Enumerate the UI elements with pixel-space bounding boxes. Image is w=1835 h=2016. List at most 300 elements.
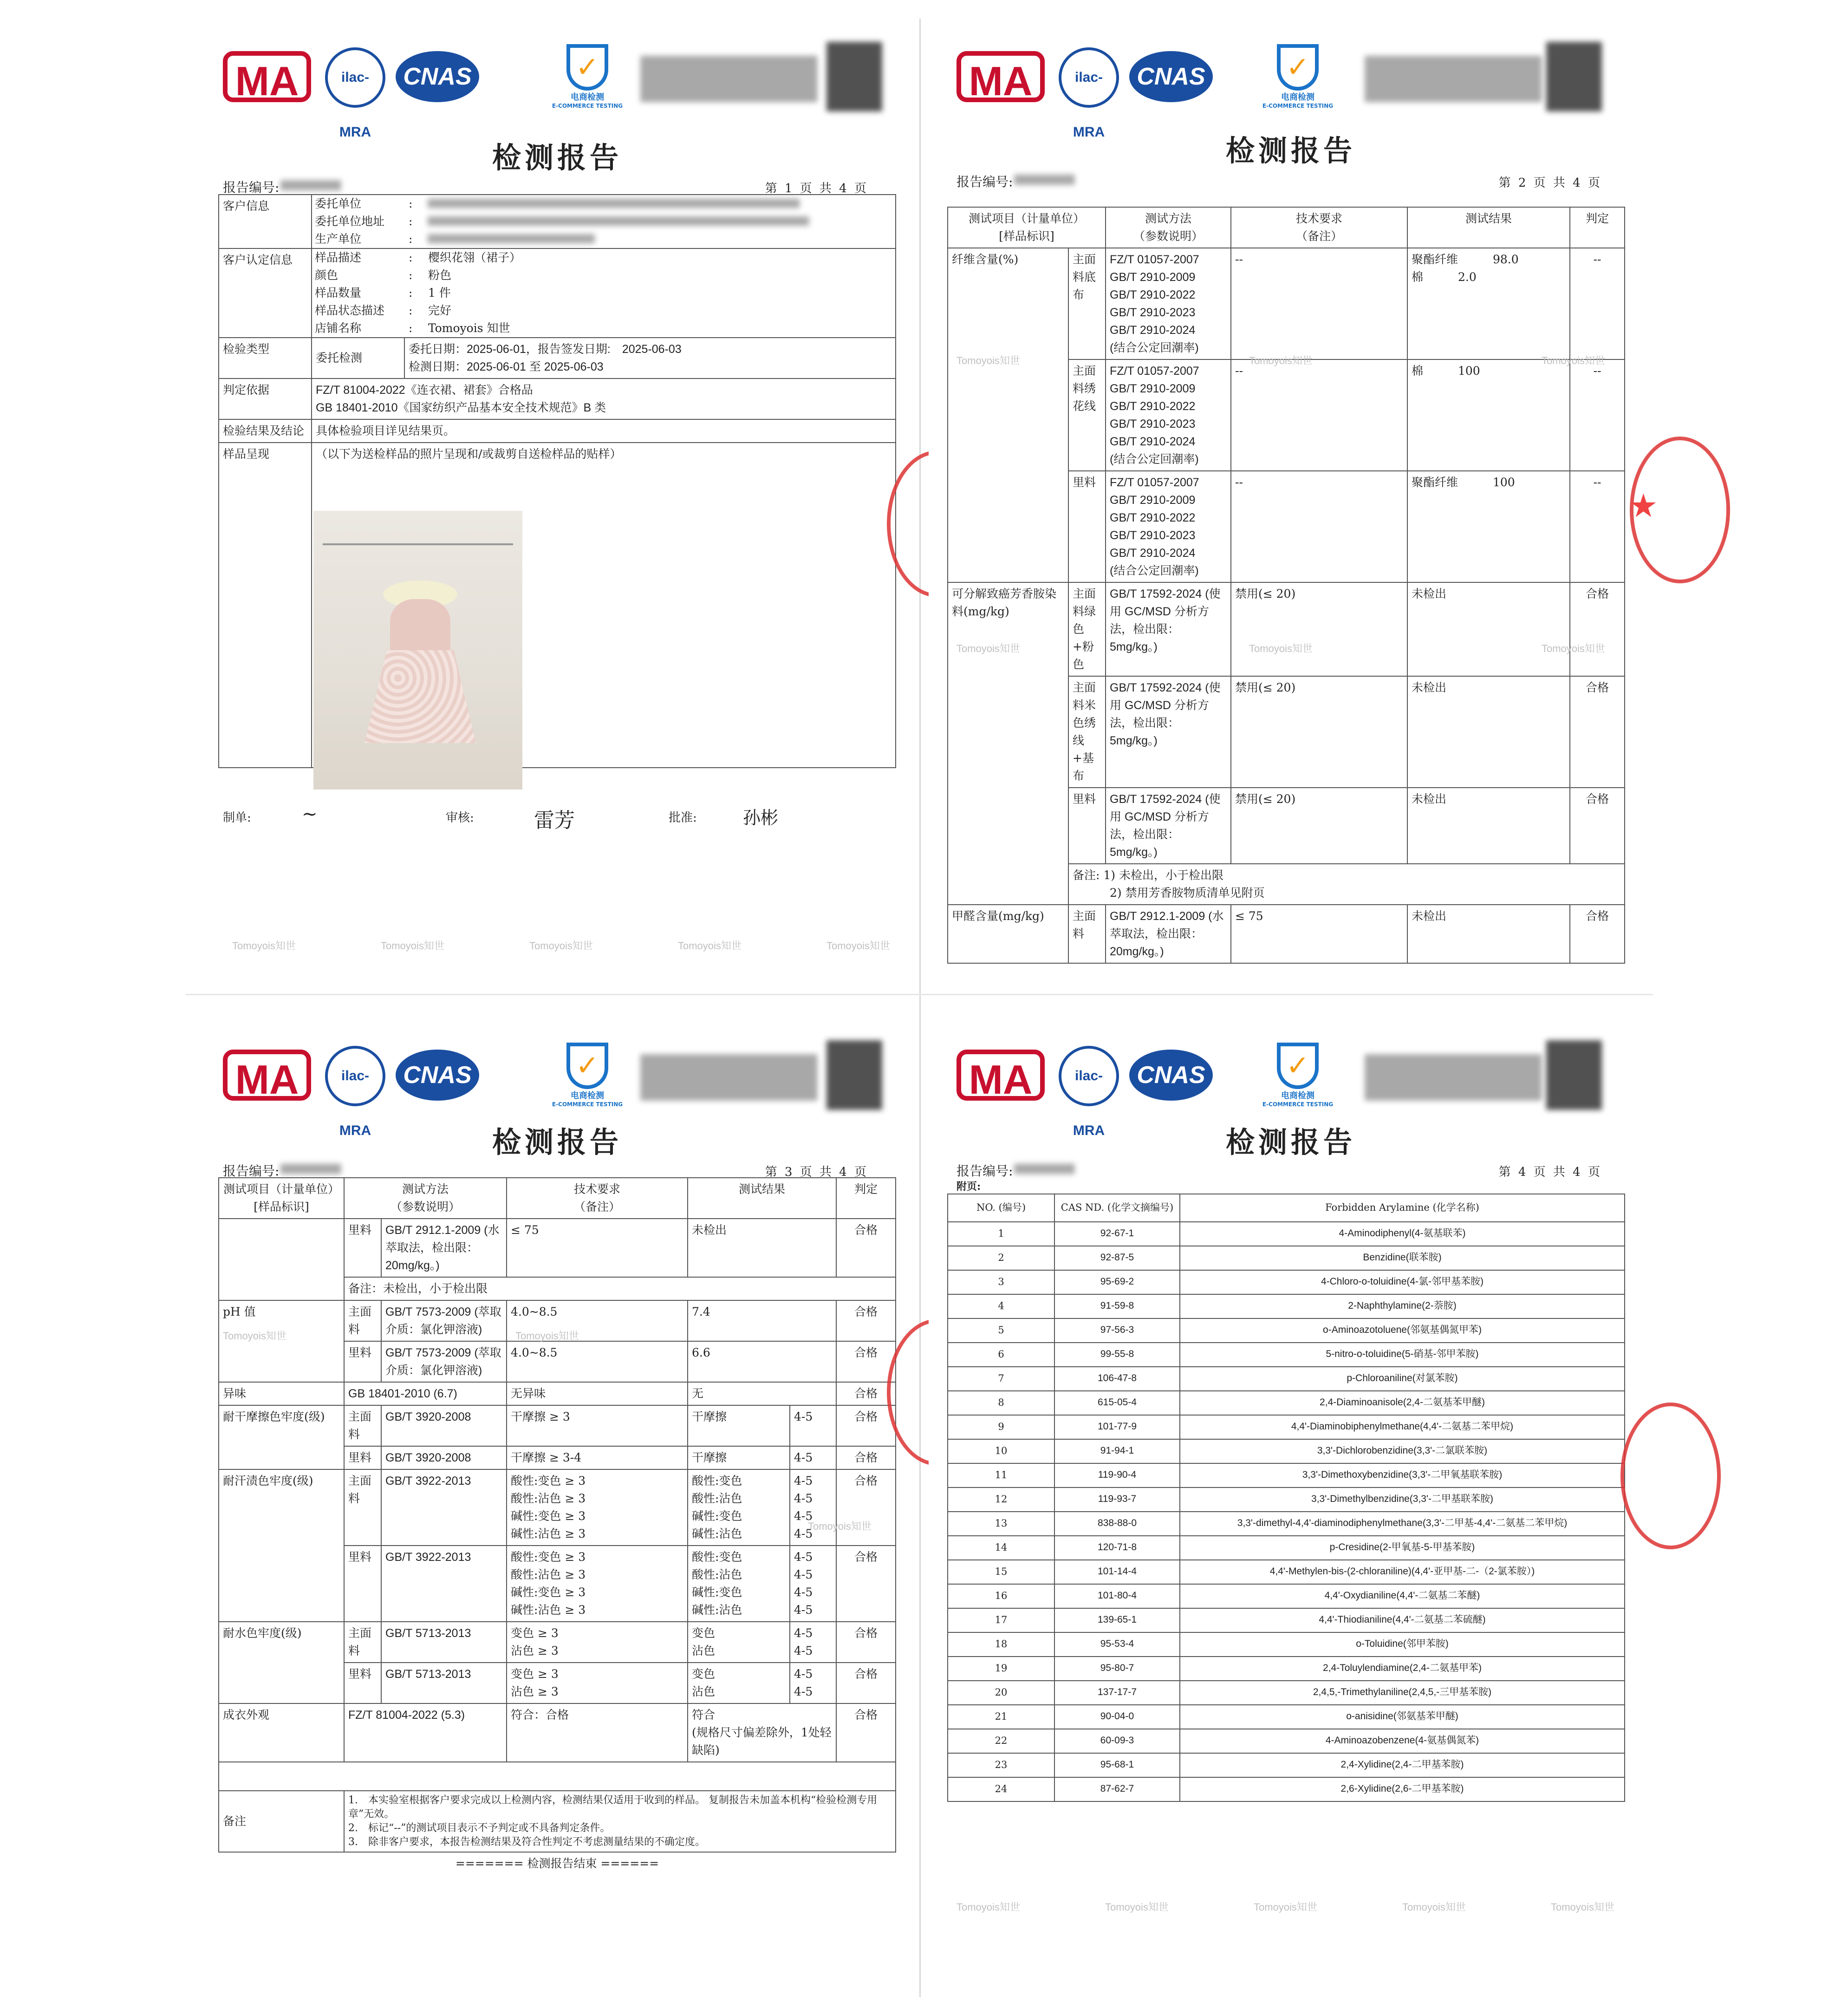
cas-number: 137-17-7 — [1054, 1681, 1180, 1705]
arylamine-name: 4,4'-Methylen-bis-(2-chloraniline)(4,4'-亚甲基-二-（2-氯苯胺）) — [1180, 1560, 1625, 1584]
note-line: 备注: 1) 未检出，小于检出限 — [1073, 868, 1223, 882]
remark-line: 2. 标记“--”的测试项目表示不予判定或不具备判定条件。 — [348, 1822, 611, 1834]
test-item-label: 可分解致癌芳香胺染料(mg/kg) — [948, 582, 1068, 905]
arylamine-name: 4-Aminodiphenyl(4-氨基联苯) — [1180, 1222, 1625, 1246]
report-info-table: 客户信息 委托单位 : 委托单位地址 : 生产单位 : 客户认定信息 样品描述 : 樱织花翎（裙子） 颜色 : 粉色 样品数量 : 1 件 样品状态描述 : 完好 店铺名称 : Tomoyois 知世 检验类型 委托检测 委托日期：2025-06-01，报告签发日期: 2025-06-03 检测日期：2025-06-01 至 2025-06-03 判定依据 FZ/T 81004-2022《连衣裙、裙套》合格品 GB 18401-2010《国家纺织产品基本安全技术规范》B 类 检验结果及结论 具体检验项目详见结果页。 样品呈现 （以下为送检样品的照片呈现和/或裁剪自送检样品的贴样） — [218, 194, 896, 768]
watermark: Tomoyois知世 — [1402, 1901, 1466, 1913]
redacted-report-number — [281, 1164, 341, 1174]
test-method: GB/T 17592-2024 (使用 GC/MSD 分析方法，检出限：5mg/kg。) — [1106, 676, 1231, 788]
redacted-logo — [1365, 56, 1542, 102]
row-number: 6 — [948, 1343, 1054, 1367]
test-item-label: 纤维含量(%) — [948, 248, 1068, 582]
watermark: Tomoyois知世 — [1542, 355, 1605, 366]
client-info-label: 客户信息 — [219, 195, 312, 248]
table-row — [948, 1488, 1625, 1512]
report-number-label: 报告编号: — [957, 1163, 1013, 1179]
ecommerce-testing-logo: ✓ 电商检测 E-COMMERCE TESTING — [548, 1043, 627, 1112]
ilac-mra-logo: ilac-MRA — [325, 47, 385, 108]
ecommerce-testing-logo: ✓ 电商检测 E-COMMERCE TESTING — [1258, 44, 1337, 114]
watermark: Tomoyois知世 — [381, 940, 444, 952]
test-result: 棉 100 — [1407, 359, 1570, 471]
dates-line-1: 委托日期：2025-06-01，报告签发日期: 2025-06-03 — [409, 343, 682, 356]
row-number: 21 — [948, 1705, 1054, 1729]
end-row — [219, 1852, 896, 1875]
test-result: 未检出 — [688, 1219, 836, 1277]
watermark: Tomoyois知世 — [1254, 1901, 1317, 1913]
sample-dress-photo — [313, 511, 522, 789]
row-number: 2 — [948, 1246, 1054, 1270]
certification-logos — [957, 37, 1625, 140]
test-grade: 4-5 — [790, 1405, 836, 1446]
cas-number: 60-09-3 — [1054, 1729, 1180, 1753]
test-item-label: 耐汗渍色牢度(级) — [219, 1469, 344, 1622]
sample-photo-note: （以下为送检样品的照片呈现和/或裁剪自送检样品的贴样） — [312, 443, 896, 768]
column-header: 测试方法 （参数说明） — [344, 1178, 507, 1219]
table-header-row — [219, 1178, 896, 1219]
cas-number: 139-65-1 — [1054, 1608, 1180, 1632]
verdict: 合格 — [836, 1469, 896, 1546]
report-page-3 — [195, 1017, 919, 1974]
technical-requirement: 酸性:变色 ≥ 3 酸性:沾色 ≥ 3 碱性:变色 ≥ 3 碱性:沾色 ≥ 3 — [507, 1546, 688, 1622]
test-item-label: 耐干摩擦色牢度(级) — [219, 1405, 344, 1469]
column-header: NO. (编号) — [948, 1194, 1054, 1222]
cas-number: 120-71-8 — [1054, 1536, 1180, 1560]
test-method: GB/T 7573-2009 (萃取介质：氯化钾溶液) — [381, 1341, 507, 1382]
verdict: -- — [1570, 471, 1625, 582]
arylamine-name: p-Cresidine(2-甲氧基-5-甲基苯胺) — [1180, 1536, 1625, 1560]
table-row — [948, 1294, 1625, 1318]
verdict: 合格 — [836, 1382, 896, 1405]
page-number: 第 2 页 共 4 页 — [1498, 176, 1602, 190]
redacted-producer — [428, 234, 595, 243]
watermark: Tomoyois知世 — [232, 940, 296, 952]
prepared-by-label: 制单: — [223, 811, 251, 825]
shield-check-icon: ✓ — [566, 44, 608, 91]
test-result: 酸性:变色 酸性:沾色 碱性:变色 碱性:沾色 — [688, 1546, 790, 1622]
arylamine-name: o-anisidine(邻氨基苯甲醚) — [1180, 1705, 1625, 1729]
hanger-rod — [323, 543, 513, 545]
cas-number: 101-80-4 — [1054, 1584, 1180, 1608]
column-header: 判定 — [836, 1178, 896, 1219]
technical-requirement: 禁用(≤ 20) — [1231, 582, 1407, 676]
redacted-logo — [641, 1054, 817, 1101]
table-row — [948, 248, 1625, 359]
ilac-mra-logo: ilac-MRA — [1059, 47, 1119, 108]
forbidden-arylamine-table — [947, 1194, 1625, 1802]
column-header: 测试结果 — [688, 1178, 836, 1219]
column-header: Forbidden Arylamine (化学名称) — [1180, 1194, 1625, 1222]
report-number-label: 报告编号: — [957, 174, 1013, 189]
sample-part: 里料 — [344, 1341, 381, 1382]
redacted-report-number — [1015, 175, 1075, 185]
column-header: 技术要求 （备注） — [1231, 207, 1407, 248]
verdict: 合格 — [836, 1622, 896, 1663]
technical-requirement: 酸性:变色 ≥ 3 酸性:沾色 ≥ 3 碱性:变色 ≥ 3 碱性:沾色 ≥ 3 — [507, 1469, 688, 1546]
cnas-logo: CNAS — [1129, 51, 1213, 102]
table-row — [219, 1382, 896, 1405]
table-row — [948, 1415, 1625, 1439]
row-number: 7 — [948, 1367, 1054, 1391]
column-header: 判定 — [1570, 207, 1625, 248]
technical-requirement: -- — [1231, 471, 1407, 582]
arylamine-name: 3,3'-Dimethylbenzidine(3,3'-二甲基联苯胺) — [1180, 1488, 1625, 1512]
row-number: 11 — [948, 1463, 1054, 1488]
cas-number: 119-93-7 — [1054, 1488, 1180, 1512]
dress-bodice — [390, 599, 450, 655]
cas-number: 92-87-5 — [1054, 1246, 1180, 1270]
test-result: 符合 (规格尺寸偏差除外，1处轻缺陷) — [688, 1703, 836, 1762]
technical-requirement: 变色 ≥ 3 沾色 ≥ 3 — [507, 1663, 688, 1703]
sample-part: 里料 — [344, 1546, 381, 1622]
inspection-stamp — [1630, 437, 1730, 583]
test-result: 无 — [688, 1382, 836, 1405]
test-grade: 4-5 4-5 — [790, 1622, 836, 1663]
row-number: 20 — [948, 1681, 1054, 1705]
technical-requirement: -- — [1231, 359, 1407, 471]
page-divider-horizontal — [186, 994, 1653, 995]
column-header: 技术要求 （备注） — [507, 1178, 688, 1219]
table-row — [948, 1705, 1625, 1729]
report-title: 检测报告 — [492, 1125, 622, 1159]
watermark: Tomoyois知世 — [957, 1901, 1020, 1913]
table-row — [948, 1270, 1625, 1294]
table-row — [219, 1622, 896, 1663]
cma-logo: MA — [223, 51, 311, 102]
verdict: 合格 — [1570, 788, 1625, 864]
row-number: 19 — [948, 1657, 1054, 1681]
technical-requirement: 干摩擦 ≥ 3 — [507, 1405, 688, 1446]
cma-logo: MA — [957, 51, 1045, 102]
column-header: 测试方法 （参数说明） — [1106, 207, 1231, 248]
arylamine-name: 4-Chloro-o-toluidine(4-氯-邻甲基苯胺) — [1180, 1270, 1625, 1294]
watermark: Tomoyois知世 — [1551, 1901, 1614, 1913]
row-number: 4 — [948, 1294, 1054, 1318]
certification-logos — [957, 1036, 1625, 1138]
cas-number: 95-53-4 — [1054, 1632, 1180, 1657]
watermark: Tomoyois知世 — [957, 355, 1020, 366]
table-row — [948, 1512, 1625, 1536]
cas-number: 99-55-8 — [1054, 1343, 1180, 1367]
table-row — [219, 1703, 896, 1762]
table-row — [948, 1343, 1625, 1367]
arylamine-name: 3,3'-Dimethoxybenzidine(3,3'-二甲氧基联苯胺) — [1180, 1463, 1625, 1488]
test-method: GB/T 3920-2008 — [381, 1405, 507, 1446]
basis-line-2: GB 18401-2010《国家纺织产品基本安全技术规范》B 类 — [316, 401, 606, 414]
arylamine-name: 3,3'-dimethyl-4,4'-diaminodiphenylmethane(3,3'-二甲基-4,4'-二氨基二苯甲烷) — [1180, 1512, 1625, 1536]
prepared-signature: ~ — [302, 803, 318, 825]
row-number: 23 — [948, 1753, 1054, 1777]
table-row — [948, 1222, 1625, 1246]
row-number: 9 — [948, 1415, 1054, 1439]
test-grade: 4-5 4-5 — [790, 1663, 836, 1703]
note-cell: 备注：未检出，小于检出限 — [344, 1277, 896, 1300]
approved-by-label: 批准: — [669, 811, 697, 825]
test-item-label: 异味 — [219, 1382, 344, 1405]
watermark: Tomoyois知世 — [808, 1520, 872, 1532]
verdict: 合格 — [836, 1341, 896, 1382]
table-row — [219, 1469, 896, 1546]
arylamine-name: 2,6-Xylidine(2,6-二甲基苯胺) — [1180, 1777, 1625, 1801]
verdict: -- — [1570, 248, 1625, 359]
test-method: FZ/T 01057-2007 GB/T 2910-2009 GB/T 2910-2022 GB/T 2910-2023 GB/T 2910-2024 (结合公定回潮率) — [1106, 471, 1231, 582]
row-number: 14 — [948, 1536, 1054, 1560]
shield-check-icon: ✓ — [1277, 1043, 1319, 1089]
table-row — [948, 582, 1625, 676]
appendix-label: 附页: — [957, 1181, 981, 1193]
watermark: Tomoyois知世 — [826, 940, 890, 952]
remarks-text — [344, 1791, 896, 1852]
remark-line: 1. 本实验室根据客户要求完成以上检测内容，检测结果仅适用于收到的样品。 复制报告未加盖本机构“检验检测专用章”无效。 — [348, 1794, 878, 1820]
redacted-report-number — [1015, 1164, 1075, 1174]
sample-description: 樱织花翎（裙子） — [428, 251, 521, 264]
watermark: Tomoyois知世 — [515, 1330, 579, 1342]
page-number: 第 1 页 共 4 页 — [765, 182, 868, 196]
certification-logos — [223, 37, 891, 140]
table-row — [948, 1367, 1625, 1391]
cnas-logo: CNAS — [396, 1050, 479, 1101]
cas-number: 87-62-7 — [1054, 1777, 1180, 1801]
watermark: Tomoyois知世 — [529, 940, 593, 952]
row-number: 3 — [948, 1270, 1054, 1294]
test-method: GB 18401-2010 (6.7) — [344, 1382, 507, 1405]
redacted-client-unit — [428, 199, 800, 208]
shield-check-icon: ✓ — [1277, 44, 1319, 91]
sample-state: 完好 — [428, 304, 452, 317]
cas-number: 101-77-9 — [1054, 1415, 1180, 1439]
conclusion-value: 具体检验项目详见结果页。 — [312, 419, 896, 443]
row-number: 17 — [948, 1608, 1054, 1632]
remarks-label: 备注 — [219, 1791, 344, 1852]
test-item-label: 甲醛含量(mg/kg) — [948, 905, 1068, 963]
report-title: 检测报告 — [492, 141, 622, 175]
table-row — [948, 1729, 1625, 1753]
redacted-qr-code — [1546, 1040, 1602, 1110]
test-method: GB/T 3922-2013 — [381, 1469, 507, 1546]
table-row — [948, 1753, 1625, 1777]
test-grade: 4-5 — [790, 1446, 836, 1469]
test-result: 未检出 — [1407, 905, 1570, 963]
cma-logo: MA — [223, 1050, 311, 1101]
test-method: GB/T 2912.1-2009 (水萃取法，检出限：20mg/kg。) — [381, 1219, 507, 1277]
verdict: 合格 — [836, 1546, 896, 1622]
dates-line-2: 检测日期：2025-06-01 至 2025-06-03 — [409, 360, 604, 373]
test-result: 聚酯纤维 98.0 棉 2.0 — [1407, 248, 1570, 359]
technical-requirement: 干摩擦 ≥ 3-4 — [507, 1446, 688, 1469]
table-row — [948, 1391, 1625, 1415]
sample-part: 主面料 — [344, 1405, 381, 1446]
sample-part: 主面料底布 — [1068, 248, 1106, 359]
sample-part: 主面料绣花线 — [1068, 359, 1106, 471]
row-number: 18 — [948, 1632, 1054, 1657]
verdict: 合格 — [836, 1703, 896, 1762]
test-result: 聚酯纤维 100 — [1407, 471, 1570, 582]
sample-part: 里料 — [1068, 471, 1106, 582]
cas-number: 95-68-1 — [1054, 1753, 1180, 1777]
test-result: 变色 沾色 — [688, 1663, 790, 1703]
column-header: CAS ND. (化学文摘编号) — [1054, 1194, 1180, 1222]
cas-number: 91-94-1 — [1054, 1439, 1180, 1463]
row-number: 13 — [948, 1512, 1054, 1536]
watermark: Tomoyois知世 — [1249, 355, 1313, 366]
cma-logo: MA — [957, 1050, 1045, 1101]
arylamine-name: 2,4-Xylidine(2,4-二甲基苯胺) — [1180, 1753, 1625, 1777]
column-header: 测试结果 — [1407, 207, 1570, 248]
sample-quantity: 1 件 — [428, 286, 451, 300]
basis-line-1: FZ/T 81004-2022《连衣裙、裙套》合格品 — [316, 384, 533, 397]
verdict: 合格 — [836, 1446, 896, 1469]
remark-line: 3. 除非客户要求，本报告检测结果及符合性判定不考虑测量结果的不确定度。 — [348, 1836, 705, 1848]
redacted-client-address — [428, 216, 809, 226]
table-row — [948, 1463, 1625, 1488]
arylamine-name: 4-Aminoazobenzene(4-氨基偶氮苯) — [1180, 1729, 1625, 1753]
test-grade: 4-5 4-5 4-5 4-5 — [790, 1469, 836, 1546]
verdict: -- — [1570, 359, 1625, 471]
table-row — [948, 1584, 1625, 1608]
sample-part: 主面料绿色+粉色 — [1068, 582, 1106, 676]
arylamine-name: 4,4'-Oxydianiline(4,4'-二氨基二苯醚) — [1180, 1584, 1625, 1608]
arylamine-name: 2-Naphthylamine(2-萘胺) — [1180, 1294, 1625, 1318]
cas-number: 838-88-0 — [1054, 1512, 1180, 1536]
verdict: 合格 — [1570, 582, 1625, 676]
ecommerce-testing-logo: ✓ 电商检测 E-COMMERCE TESTING — [1258, 1043, 1337, 1112]
sample-part: 主面料米色绣线+基布 — [1068, 676, 1106, 788]
sample-part: 主面料 — [1068, 905, 1106, 963]
reviewed-by-label: 审核: — [446, 811, 474, 825]
test-result: 未检出 — [1407, 676, 1570, 788]
cas-number: 92-67-1 — [1054, 1222, 1180, 1246]
test-item-label: 耐水色牢度(级) — [219, 1622, 344, 1703]
table-row — [948, 1439, 1625, 1463]
test-item-label — [219, 1219, 344, 1300]
report-page-1 — [195, 19, 919, 975]
redacted-logo — [641, 56, 817, 102]
page-number: 第 4 页 共 4 页 — [1498, 1165, 1602, 1179]
column-header: 测试项目（计量单位） [样品标识] — [219, 1178, 344, 1219]
cas-number: 101-14-4 — [1054, 1560, 1180, 1584]
redacted-qr-code — [1546, 42, 1602, 111]
row-number: 8 — [948, 1391, 1054, 1415]
watermark: Tomoyois知世 — [1542, 643, 1605, 654]
client-confirm-label: 客户认定信息 — [219, 248, 312, 338]
table-row — [219, 1219, 896, 1277]
row-number: 1 — [948, 1222, 1054, 1246]
ilac-mra-logo: ilac-MRA — [325, 1046, 385, 1106]
technical-requirement: -- — [1231, 248, 1407, 359]
arylamine-name: 3,3'-Dichlorobenzidine(3,3'-二氯联苯胺) — [1180, 1439, 1625, 1463]
report-end-marker: ======= 检测报告结束 ====== — [455, 1857, 659, 1870]
shop-name: Tomoyois 知世 — [428, 321, 510, 335]
star-icon: ★ — [1629, 487, 1658, 525]
table-row — [948, 1560, 1625, 1584]
cas-number: 95-69-2 — [1054, 1270, 1180, 1294]
dress-skirt — [364, 650, 476, 743]
test-result: 7.4 — [688, 1300, 836, 1341]
redacted-qr-code — [826, 1040, 882, 1110]
approved-signature: 孙彬 — [743, 808, 779, 828]
page-number: 第 3 页 共 4 页 — [765, 1165, 868, 1179]
row-number: 15 — [948, 1560, 1054, 1584]
test-method: GB/T 2912.1-2009 (水萃取法，检出限：20mg/kg。) — [1106, 905, 1231, 963]
arylamine-name: 2,4-Toluylendiamine(2,4-二氨基甲苯) — [1180, 1657, 1625, 1681]
table-row — [948, 1657, 1625, 1681]
arylamine-name: 5-nitro-o-toluidine(5-硝基-邻甲苯胺) — [1180, 1343, 1625, 1367]
report-title: 检测报告 — [1225, 134, 1356, 168]
watermark: Tomoyois知世 — [957, 643, 1020, 654]
test-result: 变色 沾色 — [688, 1622, 790, 1663]
technical-requirement: ≤ 75 — [1231, 905, 1407, 963]
test-method: GB/T 5713-2013 — [381, 1663, 507, 1703]
verdict: 合格 — [1570, 905, 1625, 963]
sample-part: 里料 — [1068, 788, 1106, 864]
table-row — [948, 1318, 1625, 1343]
ecommerce-testing-logo: ✓ 电商检测 E-COMMERCE TESTING — [548, 44, 627, 114]
watermark: Tomoyois知世 — [1105, 1901, 1169, 1913]
inspection-type-label: 检验类型 — [219, 338, 312, 378]
azo-note — [1068, 864, 1625, 905]
test-result: 6.6 — [688, 1341, 836, 1382]
test-method: GB/T 17592-2024 (使用 GC/MSD 分析方法，检出限：5mg/kg。) — [1106, 582, 1231, 676]
sample-part: 里料 — [344, 1663, 381, 1703]
cas-number: 97-56-3 — [1054, 1318, 1180, 1343]
cas-number: 119-90-4 — [1054, 1463, 1180, 1488]
test-method: GB/T 3922-2013 — [381, 1546, 507, 1622]
verdict: 合格 — [836, 1663, 896, 1703]
row-number: 10 — [948, 1439, 1054, 1463]
page-divider-vertical — [919, 19, 921, 1997]
row-number: 5 — [948, 1318, 1054, 1343]
table-row — [948, 1246, 1625, 1270]
ilac-mra-logo: ilac-MRA — [1059, 1046, 1119, 1106]
test-method: GB/T 17592-2024 (使用 GC/MSD 分析方法，检出限：5mg/kg。) — [1106, 788, 1231, 864]
cas-number: 106-47-8 — [1054, 1367, 1180, 1391]
report-title: 检测报告 — [1225, 1125, 1356, 1159]
inspection-type-value: 委托检测 — [312, 338, 404, 378]
test-item-label: 成衣外观 — [219, 1703, 344, 1762]
table-row — [219, 1405, 896, 1446]
sample-part: 里料 — [344, 1446, 381, 1469]
table-row — [948, 1536, 1625, 1560]
report-number-label: 报告编号: — [223, 180, 280, 195]
redacted-report-number — [281, 180, 341, 190]
table-header-row — [948, 1194, 1625, 1222]
sample-part: 里料 — [344, 1219, 381, 1277]
column-header: 测试项目（计量单位） [样品标识] — [948, 207, 1106, 248]
sample-part: 主面料 — [344, 1622, 381, 1663]
sample-photo-label: 样品呈现 — [219, 443, 312, 768]
row-number: 12 — [948, 1488, 1054, 1512]
arylamine-name: o-Toluidine(邻甲苯胺) — [1180, 1632, 1625, 1657]
test-method: GB/T 5713-2013 — [381, 1622, 507, 1663]
technical-requirement: 符合：合格 — [507, 1703, 688, 1762]
row-number: 24 — [948, 1777, 1054, 1801]
cnas-logo: CNAS — [1129, 1050, 1213, 1101]
test-method: GB/T 7573-2009 (萃取介质：氯化钾溶液) — [381, 1300, 507, 1341]
table-row — [948, 1632, 1625, 1657]
table-row — [948, 1608, 1625, 1632]
redacted-qr-code — [826, 42, 882, 111]
technical-requirement: ≤ 75 — [507, 1219, 688, 1277]
test-result: 未检出 — [1407, 582, 1570, 676]
report-page-2 — [929, 19, 1658, 975]
table-row — [948, 905, 1625, 963]
sample-color: 粉色 — [428, 268, 452, 282]
arylamine-name: o-Aminoazotoluene(邻氨基偶氮甲苯) — [1180, 1318, 1625, 1343]
table-row — [948, 1681, 1625, 1705]
test-method: FZ/T 01057-2007 GB/T 2910-2009 GB/T 2910-2022 GB/T 2910-2023 GB/T 2910-2024 (结合公定回潮率) — [1106, 359, 1231, 471]
technical-requirement: 变色 ≥ 3 沾色 ≥ 3 — [507, 1622, 688, 1663]
verdict: 合格 — [1570, 676, 1625, 788]
empty-cell — [219, 1762, 896, 1791]
